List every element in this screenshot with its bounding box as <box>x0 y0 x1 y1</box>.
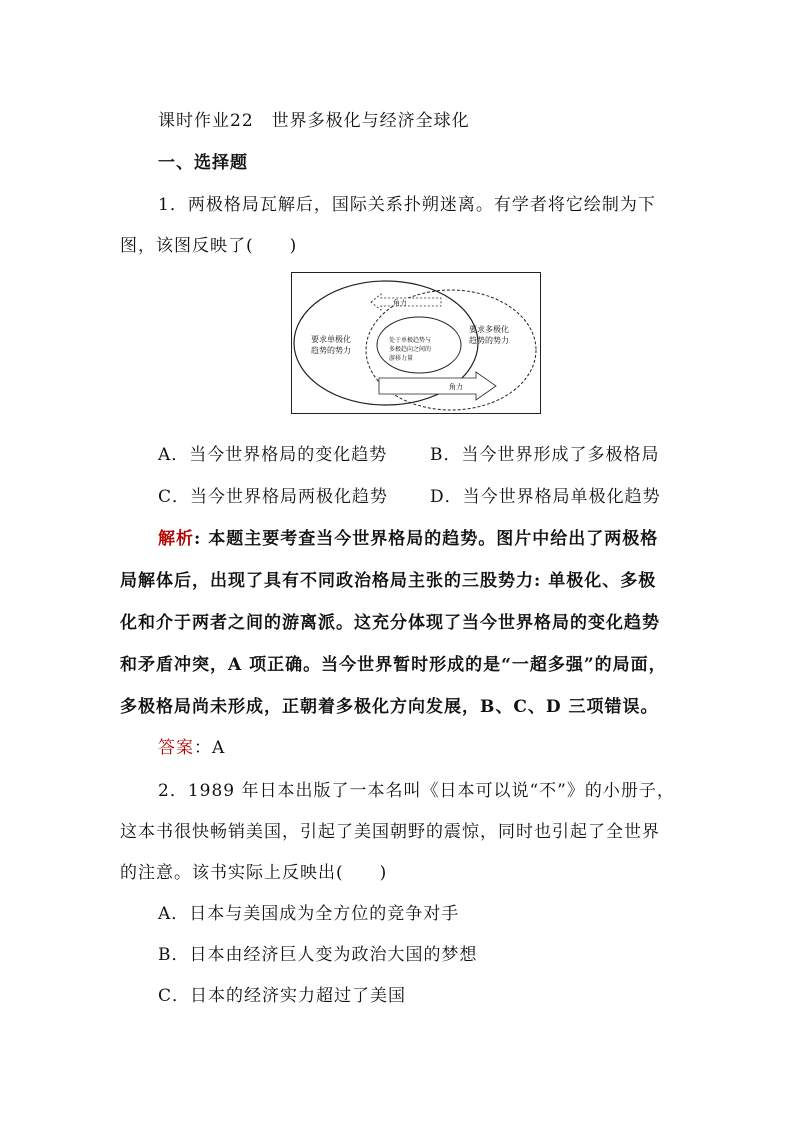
left-label-line-1: 要求单极化 <box>311 335 351 344</box>
analysis-label: 解析 <box>158 529 194 549</box>
left-label-line-2: 趋势的势力 <box>311 346 351 355</box>
q1-analysis-line-3: 化和介于两者之间的游离派。这充分体现了当今世界格局的变化趋势 <box>120 613 660 633</box>
q1-option-d: D．当今世界格局单极化趋势 <box>430 487 661 507</box>
q1-option-b: B．当今世界形成了多极格局 <box>430 445 660 465</box>
q2-option-b: B．日本由经济巨人变为政治大国的梦想 <box>158 945 478 965</box>
analysis-text-1: : 本题主要考查当今世界格局的趋势。图片中给出了两极格 <box>194 529 659 549</box>
page-title: 课时作业22 世界多极化与经济全球化 <box>158 111 470 131</box>
q1-diagram <box>291 272 541 414</box>
q1-analysis-line-2: 局解体后，出现了具有不同政治格局主张的三股势力: 单极化、多极 <box>120 571 657 591</box>
answer-label: 答案 <box>158 738 194 758</box>
answer-value: ：A <box>194 738 226 758</box>
q2-stem-line-3: 的注意。该书实际上反映出( ) <box>120 863 388 883</box>
right-label-line-2: 趋势的势力 <box>469 336 509 345</box>
center-label-line-2: 多极趋向之间的 <box>389 346 432 353</box>
section-heading: 一、选择题 <box>158 153 248 173</box>
q1-option-c: C．当今世界格局两极化趋势 <box>158 487 389 507</box>
center-label-line-1: 处于单极趋势与 <box>389 337 432 344</box>
q2-option-c: C．日本的经济实力超过了美国 <box>158 986 407 1006</box>
right-label-line-1: 要求多极化 <box>469 325 509 334</box>
q2-stem-line-1: 2．1989 年日本出版了一本名叫《日本可以说“不”》的小册子， <box>158 781 675 801</box>
bottom-arrow-label: 角力 <box>449 383 463 391</box>
q1-answer <box>158 733 225 758</box>
q2-stem-line-2: 这本书很快畅销美国，引起了美国朝野的震惊，同时也引起了全世界 <box>120 822 660 842</box>
q1-option-a: A．当今世界格局的变化趋势 <box>158 445 388 465</box>
top-arrow-label: 角力 <box>393 299 407 307</box>
q1-analysis-line-5: 多极格局尚未形成，正朝着多极化方向发展，B、C、D 三项错误。 <box>120 697 659 717</box>
q1-analysis-line-4: 和矛盾冲突，A 项正确。当今世界暂时形成的是“一超多强”的局面， <box>120 655 667 675</box>
center-label-line-3: 游移力量 <box>389 355 414 362</box>
q1-stem-line-1: 1．两极格局瓦解后，国际关系扑朔迷离。有学者将它绘制为下 <box>158 195 656 215</box>
q1-stem-line-2: 图，该图反映了( ) <box>120 236 298 256</box>
q1-analysis-line-1 <box>158 524 658 549</box>
q2-option-a: A．日本与美国成为全方位的竞争对手 <box>158 904 460 924</box>
